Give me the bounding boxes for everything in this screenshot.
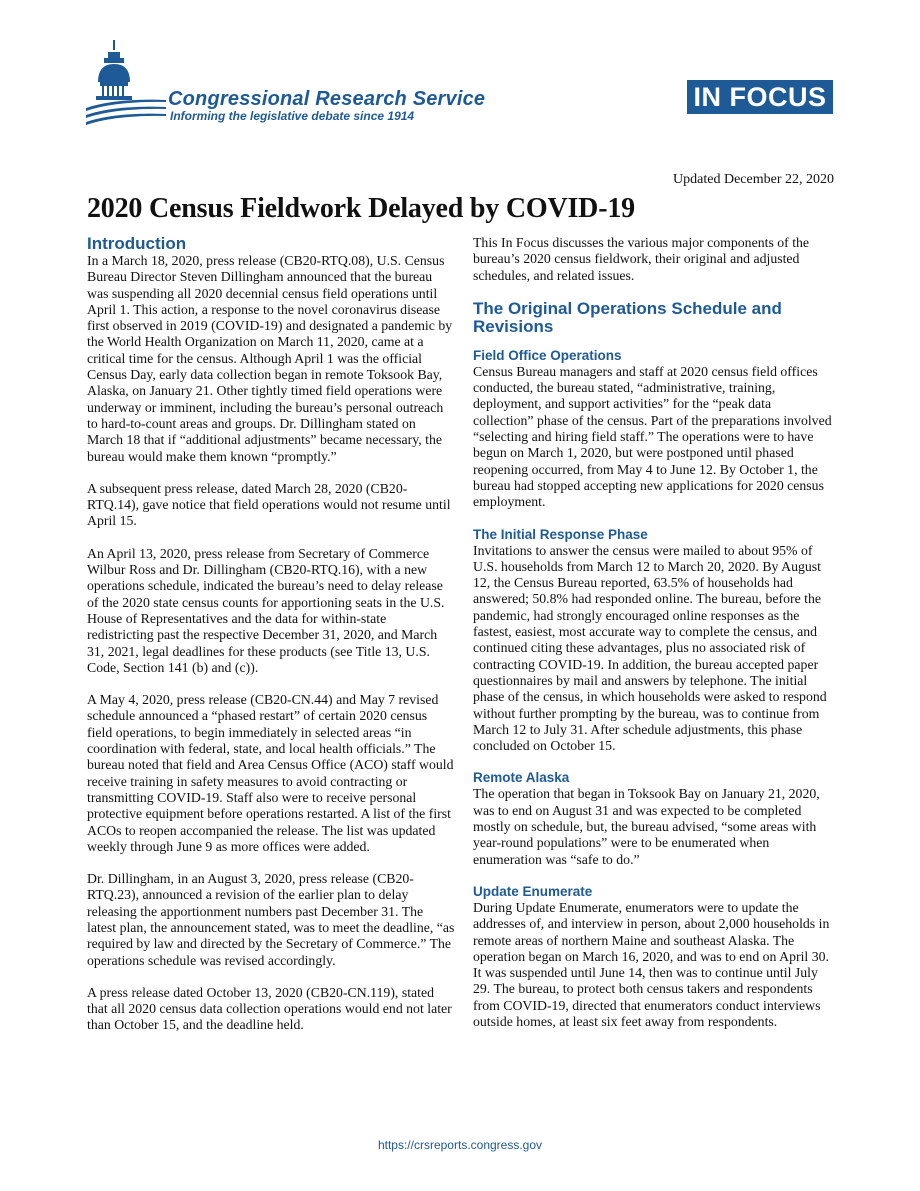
section-text: The operation that began in Toksook Bay on January 21, 2020, was to end on August 31 and was expected to be completed mostly on schedule, but, the bureau advised, “some areas with year-round populations” were to be enumerated when enumeration was “safe to do.”: [473, 786, 820, 867]
schedule-heading: The Original Operations Schedule and Revisions: [473, 298, 782, 336]
footer-link[interactable]: https://crsreports.congress.gov: [377, 1138, 543, 1152]
paragraph: Dr. Dillingham, in an August 3, 2020, press release (CB20-RTQ.23), announced a revision of the earlier plan to delay releasing the apportionment numbers past December 31. The latest plan, the announcement stated, was to meet the deadline, “as required by law and directed by the Secretary of Commerce.” The operations schedule was revised accordingly.: [87, 871, 455, 968]
section-text: Invitations to answer the census were mailed to about 95% of U.S. households from March 12 to March 20, 2020. By August 12, the Census Bureau reported, 63.5% of households had answered; 50.8% had responded online. The bureau, before the pandemic, had strongly encouraged online responses as the fastest, easiest, most accurate way to complete the census, and continued citing these advantages, plus no associated risk of contracting COVID-19. In addition, the bureau accepted paper questionnaires by mail and answers by telephone. The initial phase of the census, in which households were asked to respond without further prompting by the bureau, was to continue from March 12 to July 31. After schedule adjustments, this phase concluded on October 15.: [473, 542, 827, 754]
intro-paragraph: This In Focus discusses the various major components of the bureau’s 2020 census fieldwork, their original and adjusted schedules, and related issues.: [473, 235, 810, 283]
crs-logo: [86, 38, 506, 138]
org-name: Congressional Research Service: [168, 88, 486, 110]
paragraph: An April 13, 2020, press release from Secretary of Commerce Wilbur Ross and Dr. Dillingham (CB20-RTQ.16), with a new operations schedule, indicated the bureau’s need to delay release of the 2020 state census counts for apportioning seats in the U.S. House of Representatives and the data for within-state redistricting past the respective December 31, 2020, and March 31, 2021, legal deadlines for these products (see Title 13, U.S. Code, Section 141 (b) and (c)).: [87, 545, 445, 675]
right-column: [473, 235, 835, 1046]
left-column: [87, 235, 455, 1050]
paragraph: A May 4, 2020, press release (CB20-CN.44) and May 7 revised schedule announced a “phased restart” of certain 2020 census field operations, to begin immediately in selected areas “in coordination with federal, state, and local health officials.” The bureau noted that field and Area Census Office (ACO) staff would receive training in safety measures to avoid contracting or transmitting COVID-19. Staff also were to receive personal protective equipment before operations restarted. A list of the first ACOs to reopen accompanied the release. The list was updated weekly through June 9 as more offices were added.: [87, 692, 454, 854]
section-heading: The Initial Response Phase: [473, 526, 648, 542]
org-tagline: Informing the legislative debate since 1914: [170, 109, 415, 123]
capitol-dome-icon: [86, 38, 166, 138]
section-heading: Field Office Operations: [473, 347, 622, 363]
paragraph: A press release dated October 13, 2020 (CB20-CN.119), stated that all 2020 census data collection operations would end not later than October 15, and the deadline held.: [87, 984, 452, 1033]
section-text: During Update Enumerate, enumerators were to update the addresses of, and interview in person, about 2,000 households in remote areas of northern Maine and southeast Alaska. The operation began on March 16, 2020, and was to end on April 30. It was suspended until June 14, then was to continue until July 29. The bureau, to protect both census takers and respondents from COVID-19, directed that enumerators conduct interviews outside homes, at least six feet away from respondents.: [473, 899, 830, 1029]
section-heading: Remote Alaska: [473, 770, 570, 786]
in-focus-badge: IN FOCUS: [687, 80, 833, 114]
section-text: Census Bureau managers and staff at 2020 census field offices conducted, the bureau stated, “administrative, training, deployment, and support activities” for the “peak data collection” phase of the census. Part of the preparations involved “selecting and hiring field staff.” The operations were to have begun on March 1, 2020, but were postponed until phased reopening occurred, from May 4 to June 12. By October 1, the bureau had stopped accepting new applications for 2020 census employment.: [473, 363, 832, 510]
introduction-heading: Introduction: [87, 234, 187, 253]
paragraph: A subsequent press release, dated March 28, 2020 (CB20-RTQ.14), gave notice that field operations would not resume until April 15.: [87, 480, 451, 529]
section-heading: Update Enumerate: [473, 883, 593, 899]
page-title: 2020 Census Fieldwork Delayed by COVID-19: [87, 193, 635, 224]
paragraph: In a March 18, 2020, press release (CB20-RTQ.08), U.S. Census Bureau Director Steven Dillingham announced that the bureau was suspending all 2020 decennial census field operations until April 1. This action, a response to the novel coronavirus disease first observed in 2019 (COVID-19) and designated a pandemic by the World Health Organization on March 11, 2020, came at a critical time for the census. Although April 1 was the official Census Day, early data collection began in remote Toksook Bay, Alaska, on January 21. Other tightly timed field operations were underway or imminent, including the bureau’s personal outreach to hard-to-count areas and groups. Dr. Dillingham stated on March 18 that if “additional adjustments” became necessary, the bureau would make them known “promptly.”: [87, 253, 453, 464]
updated-date: Updated December 22, 2020: [673, 172, 834, 187]
